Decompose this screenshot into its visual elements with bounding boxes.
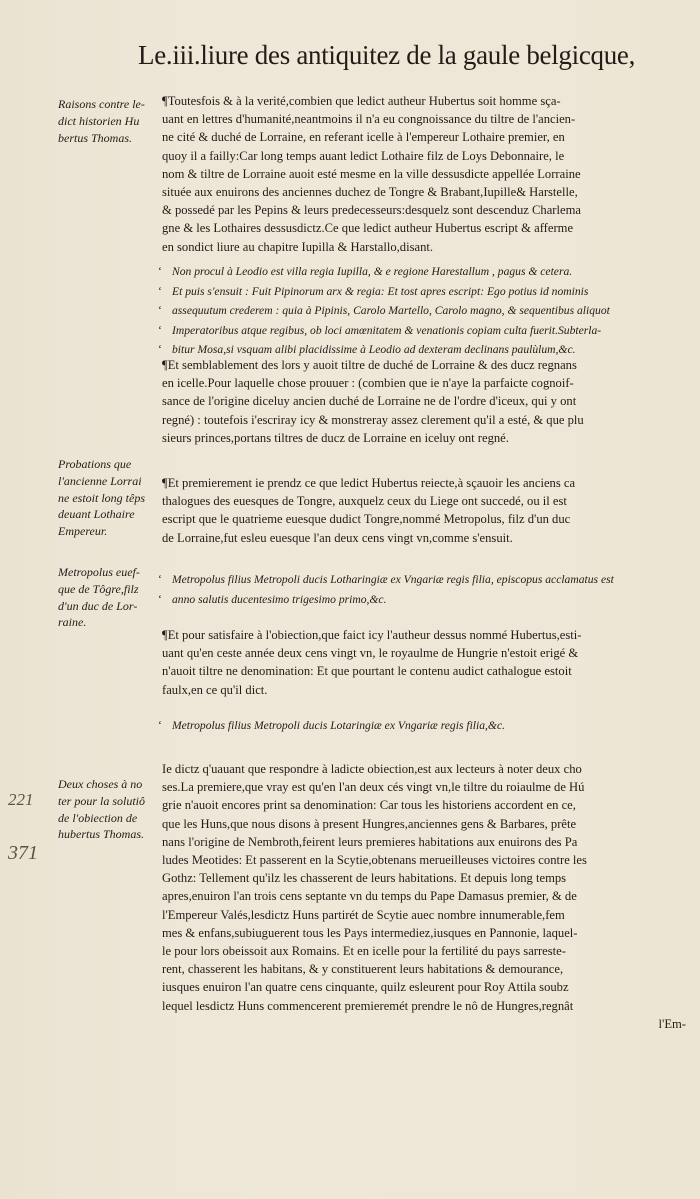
quote-line: ‘ Metropolus filius Metropoli ducis Lotharingiæ ex Vngariæ regis filia, episcopus acclamatus est bbox=[158, 573, 614, 586]
margin-line: Metropolus euef- bbox=[58, 565, 140, 579]
margin-line: Probations que bbox=[58, 457, 132, 471]
handwritten-note: 371 bbox=[8, 842, 38, 864]
text-line: sieurs princes,portans tiltres de ducz de Lorraine en iceluy ont regné. bbox=[162, 430, 509, 445]
margin-line: raine. bbox=[58, 615, 87, 630]
text-line: faulx,en ce qu'il dict. bbox=[162, 682, 268, 697]
text-line: le pour lors obeissoit aux Romains. Et en icelle pour la fertilité du pays sarreste- bbox=[162, 944, 566, 959]
text-line: ¶Et semblablement des lors y auoit tiltre de duché de Lorraine & des ducz regnans bbox=[162, 358, 577, 372]
margin-line: dict historien Hu bbox=[58, 113, 140, 128]
text-line: nom & tiltre de Lorraine auoit esté mesme en la ville dessusdicte appellée Lorraine bbox=[162, 166, 581, 181]
text-line: nans l'origine de Nembroth,feirent leurs premieres habitations aux enuirons des Pa bbox=[162, 834, 578, 849]
margin-note-1 bbox=[58, 96, 162, 146]
text-line: n'auoit tiltre ne denomination: Et que pourtant le contenu audict cathalogue estoit bbox=[162, 664, 572, 679]
quote-line: ‘ Imperatoribus atque regibus, ob loci amœnitatem & venationis copiam culta fuerit.Subterla- bbox=[158, 323, 602, 337]
paragraph-4 bbox=[162, 626, 686, 699]
margin-line: Deux choses à no bbox=[58, 777, 143, 791]
paragraph-2 bbox=[162, 356, 686, 447]
text-line: ¶Et pour satisfaire à l'obiection,que faict icy l'autheur dessus nommé Hubertus,esti- bbox=[162, 628, 582, 642]
text-line: iusques enuiron l'an quatre cens cinquante, quilz esleurent pour Roy Attila soubz bbox=[162, 980, 569, 995]
text-line: Gothz: Tellement qu'ilz les chasserent de leurs habitations. Et depuis long temps bbox=[162, 871, 567, 886]
text-line: grie n'auoit encores print sa denomination: Car tous les historiens accordent en ce, bbox=[162, 798, 576, 813]
text-line: uant en lettres d'humanité,neantmoins il n'a eu congnoissance du tiltre de l'ancien- bbox=[162, 112, 576, 127]
text-line: l'Empereur Valés,lesdictz Huns partirét de Scytie auec nombre innumerable,fem bbox=[162, 907, 565, 922]
text-line: ¶Toutesfois & à la verité,combien que ledict autheur Hubertus soit homme sça- bbox=[162, 94, 561, 108]
text-line: en sondict liure au chapitre Iupilla & Harstallo,disant. bbox=[162, 239, 434, 254]
text-line: ludes Meotides: Et passerent en la Scytie,obtenans merueilleuses victoires contre les bbox=[162, 853, 587, 868]
running-header: Le.iii.liure des antiquitez de la gaule belgicque, bbox=[138, 40, 636, 70]
text-line: lequel lesdictz Huns commencerent premieremét prendre le nô de Hungres,regnât bbox=[162, 998, 574, 1013]
text-line: & possedé par les Pepins & leurs predecesseurs:desquelz sont descenduz Charlema bbox=[162, 203, 581, 218]
catchword: l'Em- bbox=[658, 1016, 686, 1031]
text-line: Ie dictz q'uauant que respondre à ladicte obiection,est aux lecteurs à noter deux cho bbox=[162, 762, 582, 776]
quote-line: ‘ anno salutis ducentesimo trigesimo primo,&c. bbox=[158, 592, 387, 606]
margin-line: hubertus Thomas. bbox=[58, 827, 145, 842]
handwritten-note: 221 bbox=[8, 790, 34, 809]
margin-line: Raisons contre le- bbox=[58, 97, 145, 111]
text-line: située aux enuirons des anciennes duchez de Tongre & Brabant,Iupille& Harstelle, bbox=[162, 185, 578, 200]
paragraph-3 bbox=[162, 474, 686, 547]
text-line: escript que le quatrieme euesque dudict Tongre,nommé Metropolus, filz d'un duc bbox=[162, 512, 571, 527]
text-line: rent, chasserent les habitans, & y constituerent leurs habitations & demourance, bbox=[162, 962, 564, 977]
margin-line: de l'obiection de bbox=[58, 810, 138, 825]
margin-line: ne estoit long têps bbox=[58, 490, 145, 505]
text-line: mes & enfans,subiuguerent tous les Pays intermediez,iusques en Pannonie, laquel- bbox=[162, 925, 578, 940]
paragraph-5 bbox=[162, 760, 686, 1060]
latin-quote-1 bbox=[158, 262, 688, 360]
margin-line: Empereur. bbox=[58, 524, 108, 539]
latin-quote-3 bbox=[158, 716, 688, 736]
text-line: thalogues des euesques de Tongre, auxquelz ceux du Liege ont succedé, ou il est bbox=[162, 494, 567, 509]
quote-line: ‘ Non procul à Leodio est villa regia Iupilla, & e regione Harestallum , pagus & cetera. bbox=[158, 265, 573, 278]
latin-quote-2 bbox=[158, 570, 688, 609]
margin-line: bertus Thomas. bbox=[58, 130, 133, 145]
margin-line: deuant Lothaire bbox=[58, 507, 135, 522]
text-line: uant qu'en ceste année deux cens vingt vn, le royaulme de Hungrie n'estoit erigé & bbox=[162, 646, 579, 661]
text-line: ne cité & duché de Lorraine, en referant icelle à l'empereur Lothaire premier, en bbox=[162, 130, 565, 145]
text-line: gne & les Lothaires dessusdictz.Ce que ledict autheur Hubertus escript & afferme bbox=[162, 221, 574, 236]
text-line: regné) : toutefois i'escriray icy & monstreray assez clerement qu'il a esté, & que plu bbox=[162, 412, 584, 427]
margin-line: ter pour la solutiô bbox=[58, 793, 146, 808]
margin-note-2 bbox=[58, 456, 162, 540]
text-line: de Lorraine,fut esleu euesque l'an deux cens vingt vn,comme s'ensuit. bbox=[162, 530, 513, 545]
text-line: en icelle.Pour laquelle chose prouuer : (combien que ie n'aye la parfaicte cognoif- bbox=[162, 376, 574, 391]
quote-line: ‘ bitur Mosa,si vsquam alibi placidissime à Leodio ad dexteram declinans paulùlum,&c. bbox=[158, 343, 576, 356]
text-line: apres,enuiron l'an trois cens septante vn du temps du Pape Damasus premier, & de bbox=[162, 889, 577, 904]
margin-line: d'un duc de Lor- bbox=[58, 598, 138, 613]
quote-line: ‘ assequutum crederem : quia à Pipinis, Carolo Martello, Carolo magno, & sequentibus aliquot bbox=[158, 304, 610, 317]
text-line: sance de l'origine diceluy ancien duché de Lorraine ne de l'ordre d'iceux, qui y ont bbox=[162, 394, 577, 409]
quote-line: ‘ Metropolus filius Metropoli ducis Lotaringiæ ex Vngariæ regis filia,&c. bbox=[158, 719, 505, 732]
paragraph-1 bbox=[162, 92, 686, 256]
text-line: que les Huns,que nous disons à present Hungres,anciennes gens & Barbares, prête bbox=[162, 816, 577, 831]
margin-line: que de Tôgre,filz bbox=[58, 581, 139, 596]
text-line: quoy il a failly:Car long temps auant ledict Lothaire filz de Loys Debonnaire, le bbox=[162, 148, 565, 163]
margin-note-3 bbox=[58, 564, 162, 631]
text-line: ¶Et premierement ie prendz ce que ledict Hubertus reiecte,à sçauoir les anciens ca bbox=[162, 476, 576, 490]
text-line: ses.La premiere,que vray est qu'en l'an deux cés vingt vn,le tiltre du roiaulme de Hú bbox=[162, 780, 585, 795]
margin-line: l'ancienne Lorrai bbox=[58, 473, 142, 488]
quote-line: ‘ Et puis s'ensuit : Fuit Pipinorum arx & regia: Et tost apres escript: Ego potius id nominis bbox=[158, 284, 589, 298]
margin-note-4 bbox=[58, 776, 162, 843]
